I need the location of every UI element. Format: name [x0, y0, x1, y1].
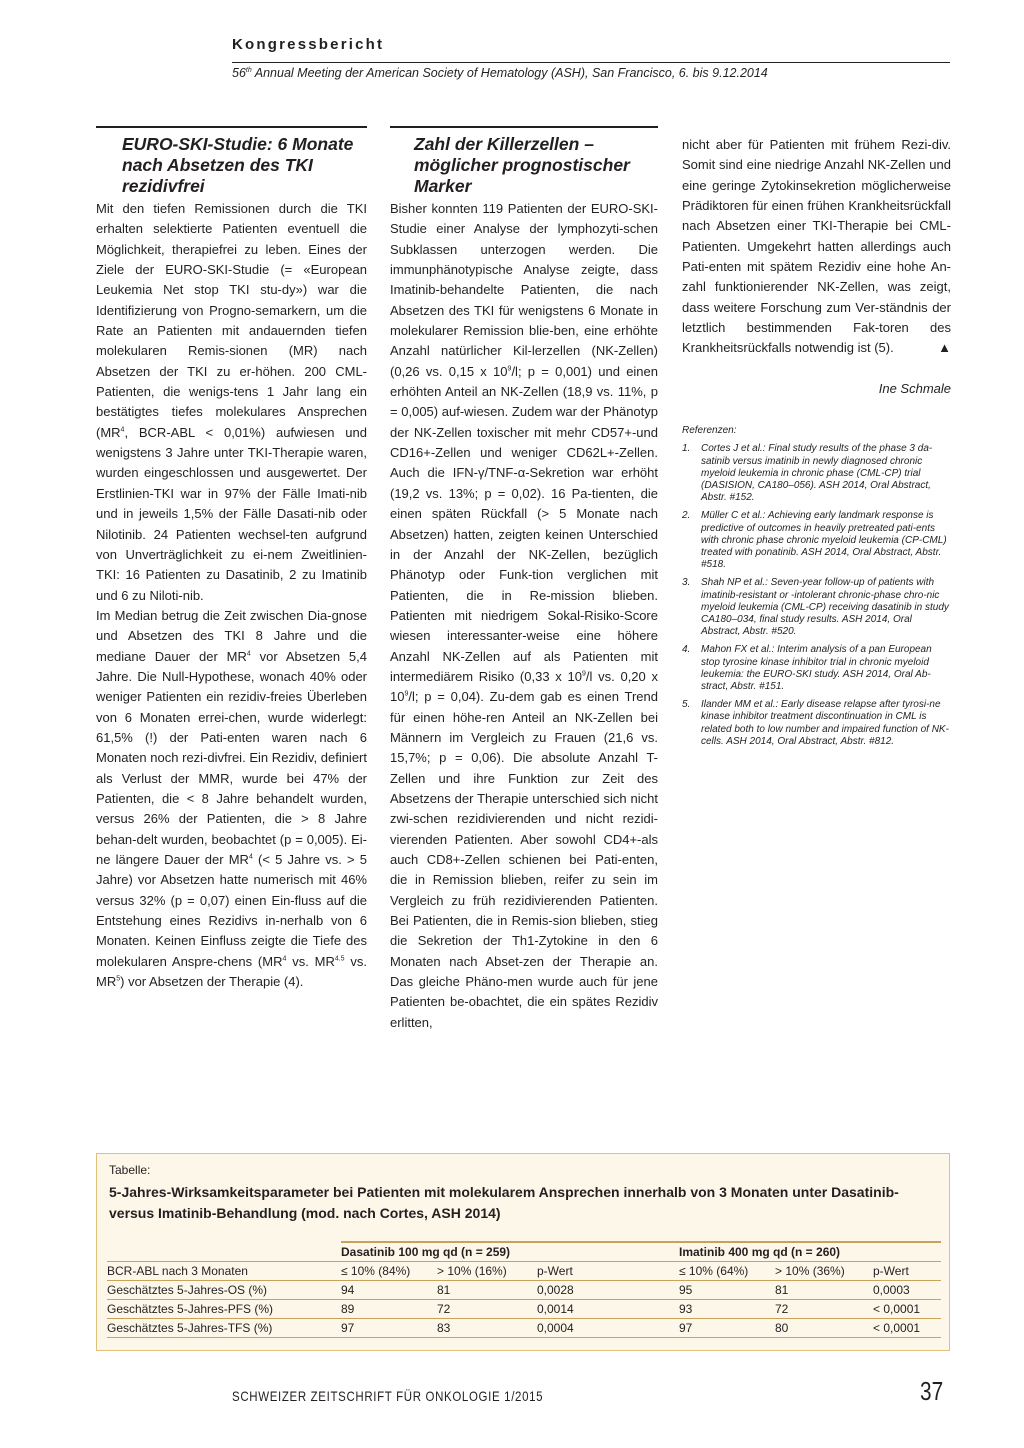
- journal-title: SCHWEIZER ZEITSCHRIFT FÜR ONKOLOGIE 1/2015: [232, 1388, 544, 1404]
- table-cell: p-Wert: [537, 1262, 679, 1281]
- table-cell: Geschätztes 5-Jahres-OS (%): [107, 1281, 341, 1300]
- section-heading: EURO-SKI-Studie: 6 Monate nach Absetzen des TKI rezidivfrei: [122, 134, 354, 196]
- meeting-subtitle: 56th Annual Meeting der American Society of Hematology (ASH), San Francisco, 6. bis 9.12.2014: [232, 66, 768, 80]
- table-cell: 89: [341, 1300, 437, 1319]
- table-cell: Geschätztes 5-Jahres-PFS (%): [107, 1300, 341, 1319]
- table-row: [107, 1319, 941, 1338]
- article-column-3: [682, 135, 951, 754]
- references-label: Referenzen:: [682, 425, 737, 437]
- table-cell: 0,0014: [537, 1300, 679, 1319]
- end-triangle-icon: ▲: [938, 340, 951, 356]
- column-rule: [390, 126, 658, 128]
- table-cell: ≤ 10% (84%): [341, 1262, 437, 1281]
- section-heading: Zahl der Killerzellen – möglicher prognostischer Marker: [414, 134, 630, 196]
- table-cell: BCR-ABL nach 3 Monaten: [107, 1262, 341, 1281]
- table-cell: 80: [775, 1319, 873, 1338]
- reference-item: 4. Mahon FX et al.: Interim analysis of a pan European stop tyrosine kinase inhibitor trial in chronic myeloid leukemia: the EURO-SKI study. ASH 2014, Oral Ab-stract, Abstr. #151.: [682, 644, 932, 692]
- article-column-1: [96, 126, 367, 992]
- results-table: [107, 1241, 941, 1338]
- table-cell: < 0,0001: [873, 1319, 941, 1338]
- table-box: [96, 1153, 950, 1351]
- paragraph: nicht aber für Patienten mit frühem Rezi-div. Somit sind eine niedrige Anzahl NK-Zellen und eine geringe Zytokinsekretion möglicherweise Prädiktoren für einen frühen Krankheitsrückfall nach Absetzen einer TKI-Therapie bei CML-Patienten. Umgekehrt hatten allerdings auch Pati-enten mit spätem Rezidiv eine hohe An-zahl funktionierender NK-Zellen, was zeigt, dass weitere Forschung zum Ver-ständnis der letztlich bestimmenden Fak-toren des Krankheitsrückfalls notwendig ist (5). ▲: [682, 135, 951, 359]
- table-row: [107, 1281, 941, 1300]
- table-cell: 93: [679, 1300, 775, 1319]
- table-cell: < 0,0001: [873, 1300, 941, 1319]
- table-cell: 72: [775, 1300, 873, 1319]
- table-cell: p-Wert: [873, 1262, 941, 1281]
- table-cell: > 10% (36%): [775, 1262, 873, 1281]
- table-cell: 0,0004: [537, 1319, 679, 1338]
- page-number: 37: [920, 1376, 944, 1406]
- reference-item: 2. Müller C et al.: Achieving early landmark response is predictive of outcomes in heavily pretreated pati-ents with chronic phase chronic myeloid leukemia (CP-CML) treated with ponatinib. ASH 2014, Oral Abstract, Abstr. #518.: [682, 510, 947, 571]
- table-cell: > 10% (16%): [437, 1262, 537, 1281]
- paragraph: Im Median betrug die Zeit zwischen Dia-gnose und Absetzen des TKI 8 Jahre und die mediane Dauer der $MR^4$ vor Absetzen 5,4 Jahre. Die Null-Hypothese, wonach 40% oder weniger Patienten ein rezidiv-freies Überleben von 6 Monaten errei-chen, wurde widerlegt: 61,5% (!) der Pati-enten waren nach 6 Monaten noch rezi-divfrei. Ein Rezidiv, definiert als Verlust der MMR, wurde bei 47% der Patienten, die < 8 Jahre behandelt wurden, versus 26% der Patienten, die > 8 Jahre behan-delt wurden, beobachtet (p = 0,005). Ei-ne längere Dauer der $MR^4$ (< 5 Jahre vs. > 5 Jahre) vor Absetzen hatte numerisch mit 46% versus 32% (p = 0,07) einen Ein-fluss auf die Entstehung eines Rezidivs in-nerhalb von 6 Monaten. Keinen Einfluss zeigte die Tiefe des molekularen Anspre-chens ($MR^4$ vs. $MR^{4.5}$ vs. $MR^5$) vor Absetzen der Therapie (4).: [96, 607, 367, 990]
- table-title: 5-Jahres-Wirksamkeitsparameter bei Patienten mit molekularem Ansprechen innerhalb von 3 Monaten unter Dasatinib- versus Imatinib-Behandlung (mod. nach Cortes, ASH 2014): [109, 1184, 899, 1221]
- column-rule: [96, 126, 367, 128]
- reference-item: 5. Ilander MM et al.: Early disease relapse after tyrosi-ne kinase inhibitor treatment discontinuation in CML is related both to low number and impaired function of NK-cells. ASH 2014, Oral Abstract, Abstr. #812.: [682, 699, 949, 747]
- group-header-dasatinib: Dasatinib 100 mg qd (n = 259): [341, 1242, 679, 1262]
- table-cell: 83: [437, 1319, 537, 1338]
- reference-item: 1. Cortes J et al.: Final study results of the phase 3 da-satinib versus imatinib in newly diagnosed chronic myeloid leukemia in chronic phase (CML-CP) trial (DASISION, CA180–056). ASH 2014, Oral Abstract, Abstr. #152.: [682, 443, 933, 504]
- header-rule: [232, 62, 950, 63]
- table-cell: 97: [341, 1319, 437, 1338]
- table-group-header: [107, 1242, 941, 1262]
- table-cell: 97: [679, 1319, 775, 1338]
- table-cell: 81: [437, 1281, 537, 1300]
- paragraph: Bisher konnten 119 Patienten der EURO-SKI-Studie einer Analyse der lymphozyti-schen Subklassen unterzogen werden. Die immunphänotypische Analyse zeigte, dass Imatinib-behandelte Patienten, die nach Absetzen des TKI für wenigstens 6 Monate in molekularer Remission blie-ben, eine erhöhte Anzahl natürlicher Kil-lerzellen (NK-Zellen) (0,26 vs. 0,15 x $10^9/l$; p = 0,001) und einen erhöhten Anteil an NK-Zellen (18,9 vs. 11%, p = 0,005) auf-wiesen. Zudem war der Phänotyp der NK-Zellen toxischer mit mehr CD57+-und CD16+-Zellen und weniger CD62L+-Zellen. Auch die IFN-γ/TNF-α-Sekretion war erhöht (19,2 vs. 13%; p = 0,02). 16 Pa-tienten, die einen späten Rückfall (> 5 Monate nach Absetzen) hatten, zeigten keinen Unterschied in der Anzahl der NK-Zellen, bezüglich Phänotyp oder Funk-tion verglichen mit Patienten, die in Re-mission blieben. Patienten mit niedrigem Sokal-Risiko-Score wiesen interessanter-weise eine höhere Anzahl NK-Zellen auf als Patienten mit intermediärem Risiko (0,33 x $10^9/l$ vs. 0,20 x $10^9/l$; p = 0,04). Zu-dem gab es einen Trend für einen höhe-ren Anteil an NK-Zellen bei Männern im Vergleich zu Frauen (21,6 vs. 15,7%; p = 0,06). Die absolute Anzahl T-Zellen und ihre Funktion zur Zeit des Absetzens der Therapie unterschied sich nicht zwi-schen rezidivierenden und nicht rezidi-vierenden Patienten. Aber sowohl CD4+-als auch CD8+-Zellen schienen bei Pati-enten, die in Remission blieben, reifer zu sein im Vergleich zu früh rezidivierenden Patienten. Bei Patienten, die in Remis-sion blieben, stieg die Sekretion der Th1-Zytokine in den 6 Monaten nach Abset-zen der Therapie an. Das gleiche Phäno-men wurde auch für jene Patienten be-obachtet, die ein spätes Rezidiv erlitten,: [390, 201, 659, 1030]
- article-column-2: [390, 126, 658, 1033]
- table-cell: 94: [341, 1281, 437, 1300]
- table-cell: 95: [679, 1281, 775, 1300]
- table-row: [107, 1300, 941, 1319]
- paragraph: Mit den tiefen Remissionen durch die TKI erhalten selektierte Patienten eventuell die Möglichkeit, therapiefrei zu leben. Eines der Ziele der EURO-SKI-Studie (= «European Leukemia Net stop TKI stu-dy») war die Identifizierung von Progno-semarkern, um die Rate an Patienten mit andauernden tiefen molekularen Remis-sionen (MR) nach Absetzen der TKI zu er-höhen. 200 CML-Patienten, die wenigs-tens 1 Jahr lang ein bestätigtes tiefes molekulares Ansprechen ($MR^4$, BCR-ABL < 0,01%) aufwiesen und wenigstens 3 Jahre unter TKI-Therapie waren, wurden eingeschlossen und ausgewertet. Der Erstlinien-TKI war in 97% der Fälle Imati-nib und in jeweils 1,5% der Fälle Dasati-nib oder Nilotinib. 24 Patienten wechsel-ten aufgrund von Unverträglichkeit zu ei-nem Zweitlinien-TKI: 16 Patienten zu Dasatinib, 2 zu Imatinib und 6 zu Niloti-nib.: [96, 201, 367, 603]
- table-cell: 72: [437, 1300, 537, 1319]
- table-label: Tabelle:: [109, 1163, 151, 1177]
- table-cell: 0,0028: [537, 1281, 679, 1300]
- group-header-imatinib: Imatinib 400 mg qd (n = 260): [679, 1242, 941, 1262]
- table-cell: Geschätztes 5-Jahres-TFS (%): [107, 1319, 341, 1338]
- table-cell: 81: [775, 1281, 873, 1300]
- references-list: [682, 443, 951, 748]
- reference-item: 3. Shah NP et al.: Seven-year follow-up of patients with imatinib-resistant or -intolerant chronic-phase chro-nic myeloid leukemia (CML-CP) receiving dasatinib in study CA180–034, final study results. ASH 2014, Oral Abstract, Abstr. #520.: [682, 577, 949, 638]
- section-title: Kongressbericht: [232, 36, 385, 53]
- table-cell: ≤ 10% (64%): [679, 1262, 775, 1281]
- references: [682, 425, 951, 748]
- author: Ine Schmale: [878, 380, 951, 396]
- table-subheader: [107, 1262, 941, 1281]
- table-cell: 0,0003: [873, 1281, 941, 1300]
